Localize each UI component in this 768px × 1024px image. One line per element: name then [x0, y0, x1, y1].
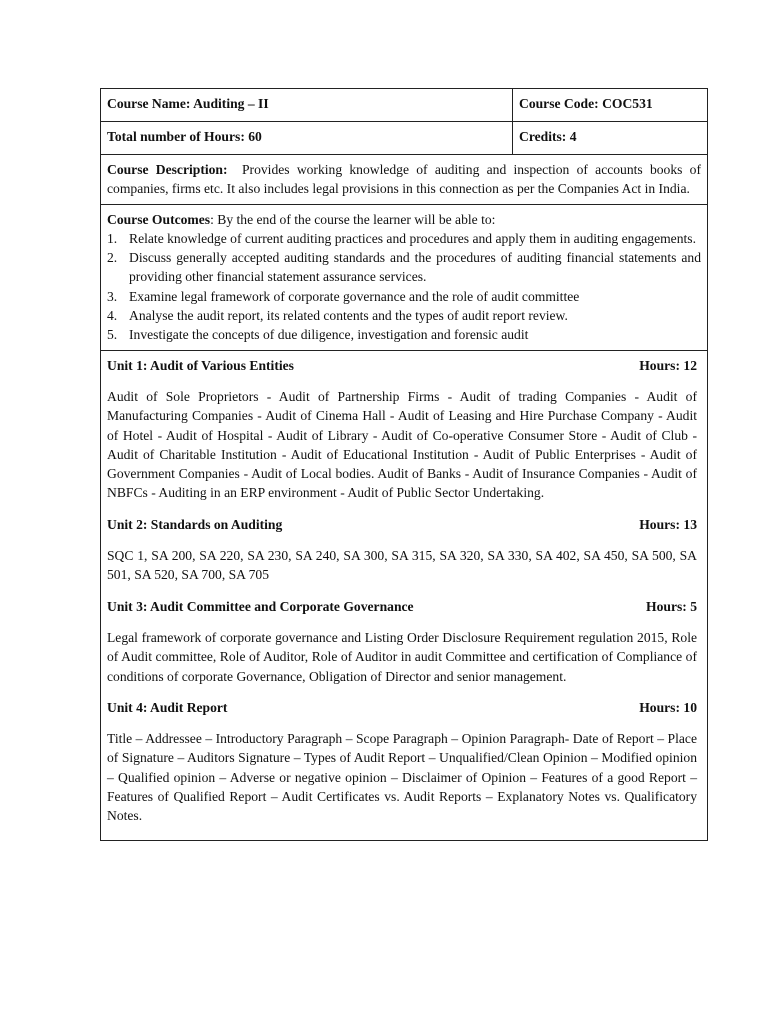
- outcome-text: Examine legal framework of corporate governance and the role of audit committee: [129, 288, 580, 304]
- course-outcomes-heading: [107, 210, 701, 229]
- course-code: Course Code: COC531: [519, 96, 653, 111]
- total-hours: Total number of Hours: 60: [101, 122, 513, 154]
- course-name-row: [101, 89, 707, 122]
- unit-1-hours: Hours: 12: [639, 357, 697, 373]
- unit-3-title: Unit 3: Audit Committee and Corporate Governance: [107, 598, 414, 614]
- unit-4-heading: [107, 698, 697, 717]
- outcome-item: [107, 325, 701, 344]
- course-description: [101, 155, 707, 205]
- unit-2-heading: [107, 515, 697, 534]
- unit-4-title: Unit 4: Audit Report: [107, 699, 228, 715]
- outcome-number: 2.: [107, 250, 118, 266]
- course-hours-row: [101, 122, 707, 155]
- unit-3-heading: [107, 597, 697, 616]
- outcome-item: [107, 248, 701, 287]
- unit-1-body: Audit of Sole Proprietors - Audit of Partnership Firms - Audit of trading Companies - Audit of Manufacturing Companies - Audit of Cinema Hall - Audit of Leasing and Hire Purchase Company - Audit of Hotel - Audit of Hospital - Audit of Library - Audit of Co-operative Consumer Store - Audit of Club - Audit of Charitable Institution - Audit of Educational Institution - Audit of Public Enterprises - Audit of Government Companies - Audit of Local bodies. Audit of Banks - Audit of Insurance Companies - Audit of NBFCs - Auditing in an ERP environment - Audit of Public Sector Undertaking.: [107, 388, 697, 501]
- unit-1-title: Unit 1: Audit of Various Entities: [107, 357, 294, 373]
- syllabus-table: [100, 88, 708, 841]
- outcome-text: Investigate the concepts of due diligence, investigation and forensic audit: [129, 327, 529, 343]
- outcome-item: [107, 306, 701, 325]
- outcome-number: 3.: [107, 288, 118, 304]
- credits: Credits: 4: [519, 129, 577, 144]
- unit-2-title: Unit 2: Standards on Auditing: [107, 516, 283, 532]
- outcome-item: [107, 287, 701, 306]
- course-description-text: Provides working knowledge of auditing and inspection of accounts books of companies, firms etc. It also includes legal provisions in this connection as per the Companies Act in India.: [107, 162, 702, 197]
- outcome-item: [107, 229, 701, 248]
- outcome-text: Relate knowledge of current auditing practices and procedures and apply them in auditing engagements.: [129, 230, 696, 246]
- course-outcomes: [101, 205, 707, 351]
- unit-1-heading: [107, 356, 697, 375]
- course-description-label: Course Description:: [107, 162, 228, 177]
- units-section: [101, 351, 707, 840]
- unit-2-hours: Hours: 13: [639, 516, 697, 532]
- course-outcomes-label: Course Outcomes: [107, 211, 211, 227]
- outcome-number: 4.: [107, 308, 118, 324]
- unit-4-hours: Hours: 10: [639, 699, 697, 715]
- unit-3-hours: Hours: 5: [646, 598, 697, 614]
- unit-3-body: Legal framework of corporate governance and Listing Order Disclosure Requirement regulation 2015, Role of Audit committee, Role of Auditor, Role of Auditor in audit Committee and certification of Compliance of conditions of corporate Governance, Obligation of Director and senior management.: [107, 629, 697, 684]
- outcomes-list: [107, 229, 701, 345]
- unit-4-body: Title – Addressee – Introductory Paragraph – Scope Paragraph – Opinion Paragraph- Date of Report – Place of Signature – Auditors Signature – Types of Audit Report – Unqualified/Clean Opinion – Modified opinion – Qualified opinion – Adverse or negative opinion – Disclaimer of Opinion – Features of a good Report – Features of Qualified Report – Audit Certificates vs. Audit Reports – Explanatory Notes vs. Qualificatory Notes.: [107, 731, 697, 824]
- outcome-text: Analyse the audit report, its related contents and the types of audit report review.: [129, 308, 568, 324]
- unit-2-body: SQC 1, SA 200, SA 220, SA 230, SA 240, SA 300, SA 315, SA 320, SA 330, SA 402, SA 450, SA 500, SA 501, SA 520, SA 700, SA 705: [107, 548, 697, 583]
- outcome-number: 5.: [107, 327, 118, 343]
- course-outcomes-intro: : By the end of the course the learner will be able to:: [210, 211, 496, 227]
- outcome-text: Discuss generally accepted auditing standards and the procedures of auditing financial statements and providing other financial statement assurance services.: [129, 250, 701, 285]
- outcome-number: 1.: [107, 230, 118, 246]
- course-name: Course Name: Auditing – II: [101, 89, 513, 121]
